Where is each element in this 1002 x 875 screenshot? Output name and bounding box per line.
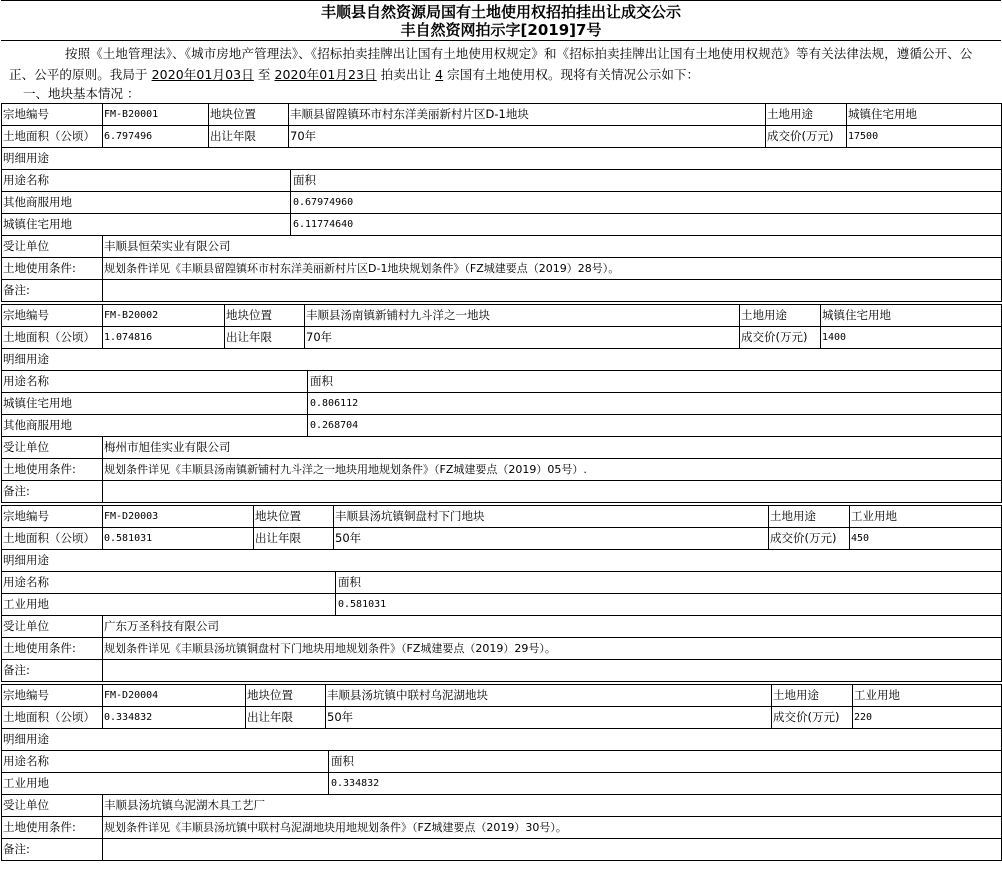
- detail-cell: [2, 751, 1002, 773]
- area-value: 0.581031: [103, 528, 254, 550]
- grantee-row: [2, 616, 1002, 638]
- detail-cell: [2, 773, 1002, 795]
- detail-cell: [2, 572, 1002, 594]
- remarks-row: [2, 839, 1002, 861]
- conditions-value: 规划条件详见《丰顺县汤坑镇中联村乌泥湖地块用地规划条件》（FZ城建要点（2019）30号）。: [103, 817, 1002, 839]
- detail-cell: [2, 415, 1002, 437]
- detail-usage-area: 6.11774640: [293, 219, 354, 230]
- intro-text-2: 拍卖出让: [380, 67, 432, 82]
- conditions-label: 土地使用条件:: [2, 258, 103, 280]
- detail-usage-area: 面积: [338, 575, 361, 589]
- parcel-no-value: FM-B20001: [103, 104, 209, 126]
- date-end: 2020年01月23日: [274, 67, 377, 82]
- area-value: 1.074816: [103, 327, 225, 349]
- remarks-label: 备注:: [2, 660, 103, 682]
- detail-usage-area: 面积: [331, 754, 354, 768]
- intro-paragraph: [1, 41, 1001, 85]
- usage-label: 土地用途: [766, 104, 847, 126]
- detail-usage-name: 用途名称: [2, 572, 336, 593]
- conditions-label: 土地使用条件:: [2, 459, 103, 481]
- price-value: 220: [853, 707, 1002, 729]
- parcel-row-id: [2, 305, 1002, 327]
- usage-value: 工业用地: [853, 685, 1002, 707]
- grantee-label: 受让单位: [2, 236, 103, 258]
- detail-usage-name: 用途名称: [2, 751, 329, 772]
- term-value: 50年: [326, 707, 772, 729]
- parcel-no-label: 宗地编号: [2, 506, 103, 528]
- parcel-no-label: 宗地编号: [2, 685, 103, 707]
- parcel-no-label: 宗地编号: [2, 104, 103, 126]
- detail-header-row: [2, 572, 1002, 594]
- grantee-value: 梅州市旭佳实业有限公司: [103, 437, 1002, 459]
- parcel-no-label: 宗地编号: [2, 305, 103, 327]
- grantee-label: 受让单位: [2, 616, 103, 638]
- detail-row: [2, 393, 1002, 415]
- location-value: 丰顺县汤南镇新铺村九斗洋之一地块: [305, 305, 740, 327]
- remarks-value: [103, 280, 1002, 302]
- detail-cell: [2, 170, 1002, 192]
- detail-row: [2, 594, 1002, 616]
- detail-cell: [2, 371, 1002, 393]
- parcel-no-value: FM-B20002: [103, 305, 225, 327]
- price-value: 17500: [847, 126, 1002, 148]
- remarks-row: [2, 280, 1002, 302]
- detail-usage-area: 0.268704: [310, 420, 359, 431]
- usage-value: 工业用地: [850, 506, 1002, 528]
- detail-usage-name: 工业用地: [2, 594, 336, 615]
- price-label: 成交价(万元): [772, 707, 853, 729]
- area-value: 6.797496: [103, 126, 209, 148]
- parcel-row-id: [2, 104, 1002, 126]
- parcel-list: [1, 103, 1001, 861]
- remarks-row: [2, 660, 1002, 682]
- intro-text-3: 宗国有土地使用权。现将有关情况公示如下：: [447, 67, 700, 82]
- intro-to: 至: [257, 67, 271, 82]
- parcel-table: [1, 684, 1002, 861]
- conditions-label: 土地使用条件:: [2, 638, 103, 660]
- detail-usage-area: 0.334832: [331, 778, 380, 789]
- term-value: 70年: [289, 126, 766, 148]
- parcel-table: [1, 103, 1002, 302]
- detail-usage-name: 其他商服用地: [2, 192, 291, 213]
- location-value: 丰顺县汤坑镇中联村乌泥湖地块: [326, 685, 772, 707]
- parcel-count: 4: [435, 67, 444, 82]
- detail-usage-row: [2, 729, 1002, 751]
- detail-row: [2, 773, 1002, 795]
- detail-usage-name: 城镇住宅用地: [2, 393, 308, 414]
- usage-label: 土地用途: [740, 305, 821, 327]
- detail-header-row: [2, 371, 1002, 393]
- term-label: 出让年限: [225, 327, 305, 349]
- remarks-value: [103, 839, 1002, 861]
- page-title: 丰顺县自然资源局国有土地使用权招拍挂出让成交公示: [1, 0, 1001, 21]
- area-label: 土地面积（公顷）: [2, 707, 103, 729]
- detail-header-row: [2, 170, 1002, 192]
- price-label: 成交价(万元): [769, 528, 850, 550]
- section-heading: 一、地块基本情况 ：: [23, 86, 140, 101]
- conditions-row: [2, 638, 1002, 660]
- announcement-page: [1, 0, 1001, 861]
- grantee-label: 受让单位: [2, 437, 103, 459]
- detail-usage-area: 面积: [293, 173, 316, 187]
- remarks-value: [103, 660, 1002, 682]
- term-label: 出让年限: [254, 528, 334, 550]
- remarks-label: 备注:: [2, 280, 103, 302]
- remarks-label: 备注:: [2, 481, 103, 503]
- usage-label: 土地用途: [772, 685, 853, 707]
- detail-usage-row: [2, 550, 1002, 572]
- conditions-row: [2, 258, 1002, 280]
- detail-usage-name: 城镇住宅用地: [2, 214, 291, 235]
- detail-header-row: [2, 751, 1002, 773]
- term-value: 50年: [334, 528, 769, 550]
- conditions-row: [2, 459, 1002, 481]
- detail-usage-row: [2, 148, 1002, 170]
- document-number: 丰自然资网拍示字[2019]7号: [1, 21, 1001, 41]
- grantee-row: [2, 236, 1002, 258]
- detail-cell: [2, 594, 1002, 616]
- area-value: 0.334832: [103, 707, 246, 729]
- parcel-row-area: [2, 707, 1002, 729]
- detail-usage-heading: 明细用途: [2, 349, 1002, 371]
- parcel-row-area: [2, 126, 1002, 148]
- area-label: 土地面积（公顷）: [2, 327, 103, 349]
- parcel-row-area: [2, 528, 1002, 550]
- price-value: 1400: [821, 327, 1002, 349]
- detail-usage-heading: 明细用途: [2, 729, 1002, 751]
- detail-usage-name: 用途名称: [2, 170, 291, 191]
- parcel-row-area: [2, 327, 1002, 349]
- parcel-table: [1, 505, 1002, 682]
- grantee-row: [2, 795, 1002, 817]
- usage-value: 城镇住宅用地: [847, 104, 1002, 126]
- grantee-row: [2, 437, 1002, 459]
- usage-label: 土地用途: [769, 506, 850, 528]
- conditions-label: 土地使用条件:: [2, 817, 103, 839]
- detail-usage-heading: 明细用途: [2, 148, 1002, 170]
- term-label: 出让年限: [246, 707, 326, 729]
- conditions-value: 规划条件详见《丰顺县留隍镇环市村东洋美丽新村片区D-1地块规划条件》（FZ城建要点（2019）28号）。: [103, 258, 1002, 280]
- parcel-row-id: [2, 506, 1002, 528]
- price-value: 450: [850, 528, 1002, 550]
- intro-text-1: 按照《土地管理法》、《城市房地产管理法》、《招标拍卖挂牌出让国有土地使用权规定》和《招标拍卖挂牌出让国有土地使用权规范》等有关法律法规，遵循公开、公正、公平的原则。我局于: [9, 46, 973, 82]
- conditions-value: 规划条件详见《丰顺县汤南镇新铺村九斗洋之一地块用地规划条件》（FZ城建要点（2019）05号）.: [103, 459, 1002, 481]
- term-label: 出让年限: [209, 126, 289, 148]
- detail-row: [2, 415, 1002, 437]
- detail-cell: [2, 393, 1002, 415]
- detail-usage-row: [2, 349, 1002, 371]
- detail-cell: [2, 192, 1002, 214]
- area-label: 土地面积（公顷）: [2, 126, 103, 148]
- detail-usage-area: 0.581031: [338, 599, 387, 610]
- conditions-value: 规划条件详见《丰顺县汤坑镇铜盘村下门地块用地规划条件》（FZ城建要点（2019）29号）。: [103, 638, 1002, 660]
- parcel-no-value: FM-D20004: [103, 685, 246, 707]
- detail-row: [2, 192, 1002, 214]
- detail-usage-name: 工业用地: [2, 773, 329, 794]
- usage-value: 城镇住宅用地: [821, 305, 1002, 327]
- parcel-table: [1, 304, 1002, 503]
- detail-row: [2, 214, 1002, 236]
- location-value: 丰顺县汤坑镇铜盘村下门地块: [334, 506, 769, 528]
- remarks-row: [2, 481, 1002, 503]
- location-label: 地块位置: [225, 305, 305, 327]
- parcel-row-id: [2, 685, 1002, 707]
- detail-cell: [2, 214, 1002, 236]
- detail-usage-area: 0.806112: [310, 398, 359, 409]
- conditions-row: [2, 817, 1002, 839]
- remarks-value: [103, 481, 1002, 503]
- grantee-value: 丰顺县汤坑镇乌泥湖木具工艺厂: [103, 795, 1002, 817]
- detail-usage-area: 面积: [310, 374, 333, 388]
- grantee-value: 丰顺县恒荣实业有限公司: [103, 236, 1002, 258]
- price-label: 成交价(万元): [740, 327, 821, 349]
- detail-usage-name: 用途名称: [2, 371, 308, 392]
- location-label: 地块位置: [254, 506, 334, 528]
- price-label: 成交价(万元): [766, 126, 847, 148]
- remarks-label: 备注:: [2, 839, 103, 861]
- detail-usage-area: 0.67974960: [293, 197, 354, 208]
- location-label: 地块位置: [209, 104, 289, 126]
- parcel-no-value: FM-D20003: [103, 506, 254, 528]
- date-start: 2020年01月03日: [151, 67, 254, 82]
- grantee-value: 广东万圣科技有限公司: [103, 616, 1002, 638]
- grantee-label: 受让单位: [2, 795, 103, 817]
- detail-usage-heading: 明细用途: [2, 550, 1002, 572]
- location-label: 地块位置: [246, 685, 326, 707]
- detail-usage-name: 其他商服用地: [2, 415, 308, 436]
- term-value: 70年: [305, 327, 740, 349]
- area-label: 土地面积（公顷）: [2, 528, 103, 550]
- location-value: 丰顺县留隍镇环市村东洋美丽新村片区D-1地块: [289, 104, 766, 126]
